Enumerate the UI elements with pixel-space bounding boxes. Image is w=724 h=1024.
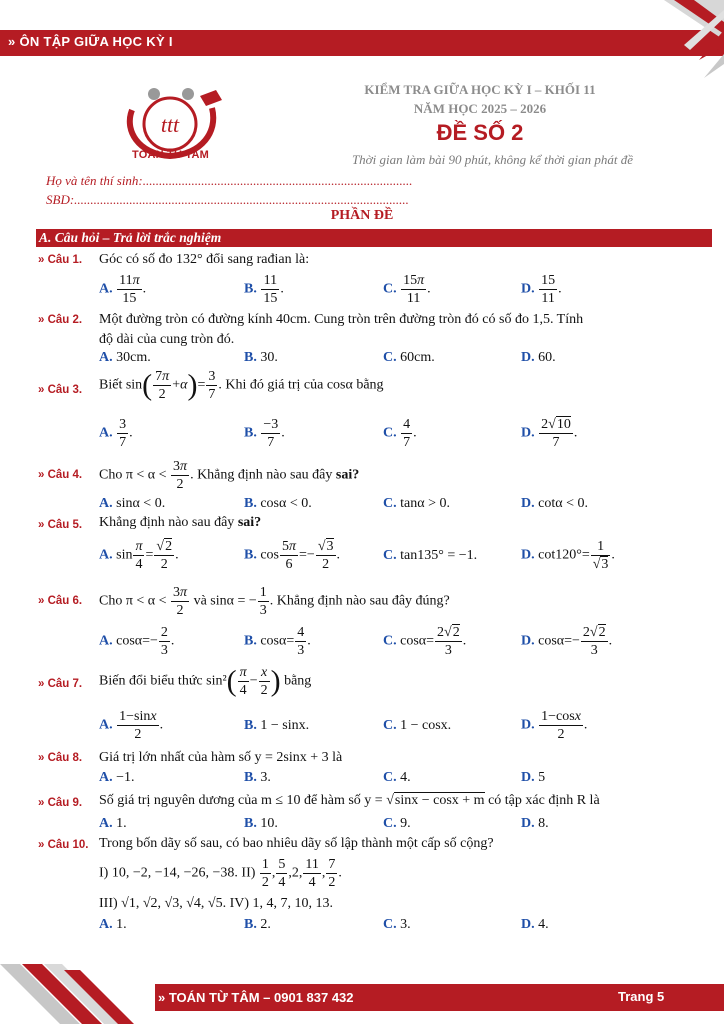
svg-text:ttt: ttt bbox=[160, 112, 180, 137]
footer-stripes-decoration bbox=[0, 960, 180, 1024]
option-a: A. $\frac{11\pi}{15}$ . bbox=[99, 273, 147, 306]
option-d: D. cosα=− $\frac{2√2}{3}$ . bbox=[521, 625, 613, 658]
option-a: A. sinα < 0. bbox=[99, 496, 166, 511]
option-c: C. 3. bbox=[383, 917, 411, 932]
option-a: A. cosα=− $\frac{2}{3}$ . bbox=[99, 625, 175, 658]
option-b: B. $\frac{11}{15}$ . bbox=[244, 273, 284, 306]
question-label: » Câu 4. bbox=[38, 469, 83, 481]
option-a: A. −1. bbox=[99, 770, 135, 785]
option-b: B. cosα= $\frac{4}{3}$ . bbox=[244, 625, 311, 658]
question-text: Biết sin( $\frac{7\pi}{2}$ +α)= $\frac{3}{7}$ . Khi đó giá trị của cosα bằng bbox=[99, 368, 384, 402]
option-b: B. $\frac{-3}{7}$ . bbox=[244, 417, 285, 450]
header-bar-label: » ÔN TẬP GIỮA HỌC KỲ I bbox=[8, 34, 173, 49]
question-text: Góc có số đo 132° đổi sang rađian là: bbox=[99, 252, 310, 267]
option-a: A. $\frac{3}{7}$ . bbox=[99, 417, 133, 450]
question-text: Trong bốn dãy số sau, có bao nhiêu dãy số lập thành một cấp số cộng? bbox=[99, 836, 494, 851]
option-c: C. $\frac{4}{7}$ . bbox=[383, 417, 417, 450]
option-c: C. 4. bbox=[383, 770, 411, 785]
question-label: » Câu 7. bbox=[38, 678, 83, 690]
question-text: độ dài của cung tròn đó. bbox=[99, 332, 235, 347]
question-text: Giá trị lớn nhất của hàm số y = 2sinx + 3 là bbox=[99, 750, 343, 765]
option-a: A. 1. bbox=[99, 816, 127, 831]
question-text: Cho π < α < $\frac{3\pi}{2}$ và sinα = − $\frac{1}{3}$ . Khẳng định nào sau đây đúng? bbox=[99, 585, 450, 618]
exam-title: KIỂM TRA GIỮA HỌC KỲ I – KHỐI 11 bbox=[364, 82, 596, 97]
time-note: Thời gian làm bài 90 phút, không kể thời gian phát đề bbox=[351, 152, 634, 167]
question-label: » Câu 9. bbox=[38, 797, 83, 809]
sequence-line: I) 10, −2, −14, −26, −38. II) $\frac{1}{2}$ , $\frac{5}{4}$ ,2, $\frac{11}{4}$ , $\frac{7}{2}$ . bbox=[99, 857, 342, 890]
question-label: » Câu 2. bbox=[38, 314, 83, 326]
question-text: Biến đổi biểu thức sin²( $\frac{\pi}{4}$ − $\frac{x}{2}$ ) bằng bbox=[99, 664, 312, 698]
question-text: Số giá trị nguyên dương của m ≤ 10 để hàm số y = √sinx − cosx + m có tập xác định R là bbox=[99, 793, 600, 808]
option-d: D. 5 bbox=[521, 770, 546, 785]
option-d: D. $\frac{15}{11}$ . bbox=[521, 273, 562, 306]
option-d: D. 8. bbox=[521, 816, 549, 831]
question-text: Một đường tròn có đường kính 40cm. Cung tròn trên đường tròn đó có số đo 1,5. Tính bbox=[99, 312, 584, 327]
corner-stripes-decoration bbox=[604, 0, 724, 90]
option-b: B. 2. bbox=[244, 917, 271, 932]
student-id-field: SBD:....................................................................................................... bbox=[46, 192, 409, 207]
question-label: » Câu 10. bbox=[38, 839, 89, 851]
option-d: D. 60. bbox=[521, 350, 556, 365]
school-year: NĂM HỌC 2025 – 2026 bbox=[413, 101, 547, 116]
question-label: » Câu 1. bbox=[38, 254, 83, 266]
page-number: Trang 5 bbox=[618, 989, 665, 1004]
option-c: C. 9. bbox=[383, 816, 411, 831]
question-text: Cho π < α < $\frac{3\pi}{2}$ . Khẳng định nào sau đây sai? bbox=[99, 459, 360, 492]
option-a: A. 1. bbox=[99, 917, 127, 932]
test-number: ĐỀ SỐ 2 bbox=[436, 120, 524, 145]
section-bar bbox=[36, 229, 712, 247]
option-d: D. cotα < 0. bbox=[521, 496, 588, 511]
option-b: B. 1 − sinx. bbox=[244, 718, 310, 733]
option-a: A. $\frac{1-\sin x}{2}$ . bbox=[99, 709, 164, 742]
option-b: B. 30. bbox=[244, 350, 278, 365]
option-b: B. 3. bbox=[244, 770, 271, 785]
option-c: C. $\frac{15\pi}{11}$ . bbox=[383, 273, 431, 306]
option-c: C. 60cm. bbox=[383, 350, 435, 365]
part-title: PHẦN ĐỀ bbox=[330, 208, 394, 223]
option-a: A. 30cm. bbox=[99, 350, 151, 365]
option-c: C. tan135° = −1. bbox=[383, 548, 478, 563]
section-title: A. Câu hỏi – Trả lời trắc nghiệm bbox=[39, 230, 222, 245]
logo-caption: TOAN TU TAM bbox=[132, 149, 209, 161]
question-label: » Câu 6. bbox=[38, 595, 83, 607]
question-text: Khẳng định nào sau đây sai? bbox=[99, 515, 262, 530]
option-b: B. cos $\frac{5\pi}{6}$ =− $\frac{√3}{2}$ . bbox=[244, 539, 341, 572]
student-name-field: Họ và tên thí sinh:................................................................................... bbox=[46, 173, 413, 188]
option-d: D. cot120°= $\frac{1}{√3}$ . bbox=[521, 539, 615, 572]
question-label: » Câu 3. bbox=[38, 384, 83, 396]
option-b: B. cosα < 0. bbox=[244, 496, 312, 511]
option-c: C. cosα= $\frac{2√2}{3}$ . bbox=[383, 625, 467, 658]
question-label: » Câu 8. bbox=[38, 752, 83, 764]
option-c: C. 1 − cosx. bbox=[383, 718, 452, 733]
option-c: C. tanα > 0. bbox=[383, 496, 450, 511]
footer-text: » TOÁN TỪ TÂM – 0901 837 432 bbox=[158, 990, 354, 1005]
question-label: » Câu 5. bbox=[38, 519, 83, 531]
option-d: D. $\frac{1-\cos x}{2}$ . bbox=[521, 709, 588, 742]
option-d: D. $\frac{2√10}{7}$ . bbox=[521, 417, 578, 450]
option-a: A. sin $\frac{\pi}{4}$ = $\frac{√2}{2}$ . bbox=[99, 539, 179, 572]
sequence-line: III) √1, √2, √3, √4, √5. IV) 1, 4, 7, 10, 13. bbox=[99, 896, 334, 911]
option-d: D. 4. bbox=[521, 917, 549, 932]
option-b: B. 10. bbox=[244, 816, 278, 831]
